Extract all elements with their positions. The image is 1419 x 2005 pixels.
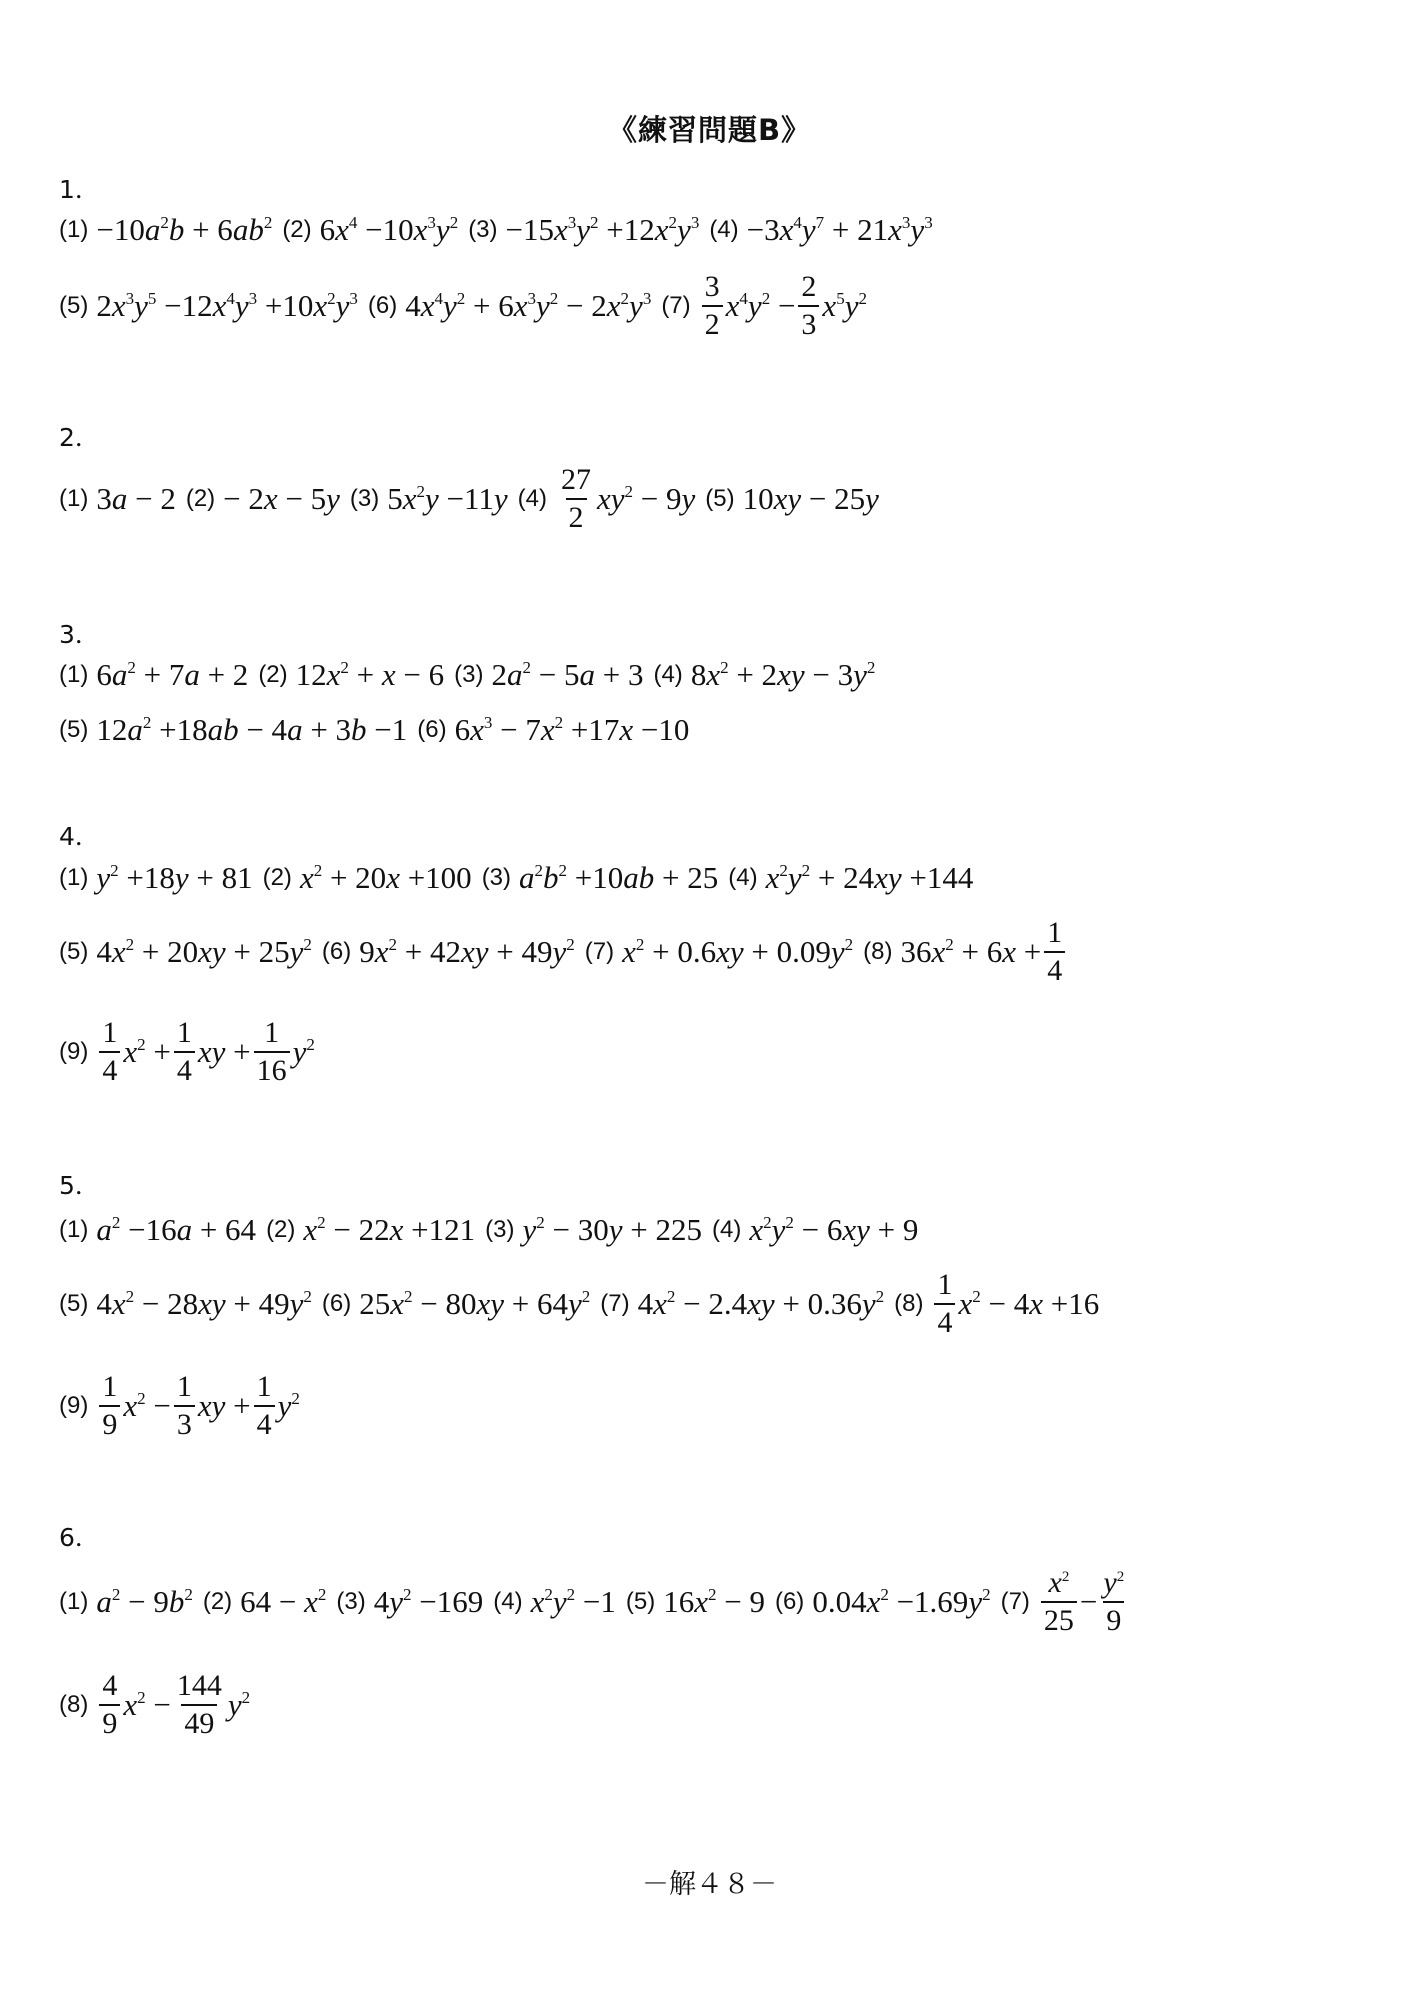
- item-tag: (8): [894, 1290, 924, 1317]
- page-title: 《練習問題B》: [607, 113, 812, 147]
- answer-5-6: $25x^2 - 80xy + 64y^2$: [359, 1286, 591, 1321]
- answer-6-5: $16x^2 - 9$: [663, 1584, 765, 1619]
- answer-5-4: $x^2y^2 - 6xy + 9$: [749, 1212, 919, 1247]
- section-1-line-1: [59, 212, 933, 248]
- fraction: $\frac{1}{9}$: [99, 1372, 120, 1440]
- section-3-line-1: [59, 657, 875, 693]
- section-6-line-1: (1) $a^2 - 9b^2$ (2) $64 - x^2$ (3) $4y^2 -169$ (4) $x^2y^2 -1$ (5) $16x^2 - 9$ (6) $0.04x^2 -1.69y^2$ (7) $\frac{x^2}{25}$ − $\frac{y^2}{9}$: [59, 1568, 1130, 1636]
- section-4-line-3: (9) $\frac{1}{4}$ $x^2$ + $\frac{1}{4}$ xy + $\frac{1}{16}$ $y^2$: [59, 1016, 315, 1087]
- item-tag: (4): [517, 485, 547, 512]
- item-tag: (4): [728, 864, 758, 891]
- item-tag: (4): [709, 216, 739, 243]
- item-tag: (2): [185, 485, 216, 512]
- item-tag: (3): [454, 661, 484, 688]
- item-tag: (9): [59, 1038, 89, 1065]
- item-tag: (3): [349, 485, 380, 512]
- section-5-line-3: (9) $\frac{1}{9}$ $x^2$ − $\frac{1}{3}$ xy + $\frac{1}{4}$ $y^2$: [59, 1370, 300, 1441]
- page-number: －解４８－: [642, 1869, 777, 1900]
- answer-5-2: $x^2 - 22x +121$: [303, 1212, 476, 1247]
- item-tag: (1): [59, 1588, 89, 1615]
- section-1-line-2: (5) $2x^3y^5 -12x^4y^3 +10x^2y^3$ (6) $4x^4y^2 + 6x^3y^2 - 2x^2y^3$ (7) $\frac{3}{2}$ $x^4y^2$ − $\frac{2}{3}$ $x^5y^2$: [59, 270, 867, 341]
- answer-2-5: 10xy − 25y: [742, 481, 879, 516]
- item-tag: (6): [367, 292, 398, 319]
- item-tag: (4): [493, 1588, 523, 1615]
- section-4-line-2: (5) $4x^2 + 20xy + 25y^2$ (6) $9x^2 + 42xy + 49y^2$ (7) $x^2 + 0.6xy + 0.09y^2$ (8) $36x^2 + 6x$ + $\frac{1}{4}$: [59, 918, 1068, 986]
- answer-3-5: $12a^2 +18ab - 4a + 3b -1$: [96, 712, 408, 747]
- answer-5-3: $y^2 - 30y + 225$: [522, 1212, 702, 1247]
- item-tag: (2): [262, 864, 292, 891]
- item-tag: (5): [59, 716, 89, 743]
- item-tag: (2): [266, 1216, 296, 1243]
- answer-2-3: $5x^2y -11y$: [387, 481, 508, 516]
- item-tag: (7): [1000, 1588, 1030, 1615]
- answer-5-5: $4x^2 - 28xy + 49y^2$: [96, 1286, 312, 1321]
- item-tag: (7): [661, 292, 691, 319]
- item-tag: (6): [321, 1290, 352, 1317]
- answer-3-4: $8x^2 + 2xy - 3y^2$: [690, 657, 876, 692]
- fraction: $\frac{27}{2}$: [561, 463, 591, 534]
- section-3-label: 3．: [59, 620, 100, 649]
- item-tag: (1): [59, 864, 89, 891]
- fraction: $\frac{3}{2}$: [702, 272, 723, 340]
- item-tag: (3): [468, 216, 498, 243]
- item-tag: (3): [336, 1588, 366, 1615]
- answer-1-6: $4x^4y^2 + 6x^3y^2 - 2x^2y^3$: [405, 288, 652, 323]
- section-3-line-2: [59, 712, 689, 748]
- answer-2-2: − 2x − 5y: [223, 481, 340, 516]
- item-tag: (1): [59, 661, 89, 688]
- item-tag: (4): [653, 661, 683, 688]
- item-tag: (5): [59, 1290, 89, 1317]
- section-4-line-1: [59, 860, 973, 896]
- fraction: $\frac{x^2}{25}$: [1041, 1568, 1077, 1636]
- section-2-line-1: (1) 3a − 2 (2) − 2x − 5y (3) $5x^2y -11y$ (4) $\frac{27}{2}$ $xy^2 - 9y$ (5) 10xy − 25y: [59, 463, 879, 534]
- item-tag: (4): [712, 1216, 742, 1243]
- item-tag: (7): [584, 938, 615, 965]
- section-5-line-1: [59, 1212, 918, 1248]
- answer-1-1: $-10a^2b + 6ab^2$: [96, 212, 273, 247]
- item-tag: (5): [59, 292, 89, 319]
- answer-5-1: $a^2 -16a + 64$: [96, 1212, 257, 1247]
- answer-3-6: $6x^3 - 7x^2 +17x -10$: [454, 712, 690, 747]
- item-tag: (8): [59, 1691, 89, 1718]
- item-tag: (5): [705, 485, 735, 512]
- answer-3-2: $12x^2 + x - 6$: [295, 657, 445, 692]
- item-tag: (2): [282, 216, 312, 243]
- item-tag: (5): [59, 938, 89, 965]
- fraction: $\frac{1}{3}$: [174, 1372, 195, 1440]
- answer-3-3: $2a^2 - 5a + 3$: [491, 657, 644, 692]
- fraction: $\frac{y^2}{9}$: [1103, 1566, 1125, 1637]
- item-tag: (6): [417, 716, 447, 743]
- answer-1-5: $2x^3y^5 -12x^4y^3 +10x^2y^3$: [96, 288, 358, 323]
- section-6-line-2: (8) $\frac{4}{9}$ $x^2$ − $\frac{144}{49}$ $y^2$: [59, 1669, 251, 1740]
- fraction: $\frac{2}{3}$: [798, 272, 819, 340]
- item-tag: (7): [600, 1290, 630, 1317]
- answer-6-4: $x^2y^2 -1$: [530, 1584, 616, 1619]
- fraction: $\frac{1}{4}$: [1044, 918, 1065, 986]
- answer-4-1: $y^2 +18y + 81$: [96, 860, 253, 895]
- answer-1-3: $-15x^3y^2 +12x^2y^3$: [505, 212, 700, 247]
- section-5-label: 5．: [59, 1171, 100, 1200]
- answer-6-3: $4y^2 -169$: [373, 1584, 484, 1619]
- item-tag: (6): [774, 1588, 805, 1615]
- section-5-line-2: (5) $4x^2 - 28xy + 49y^2$ (6) $25x^2 - 80xy + 64y^2$ (7) $4x^2 - 2.4xy + 0.36y^2$ (8) $\frac{1}{4}$ $x^2 - 4x +16$: [59, 1268, 1100, 1339]
- item-tag: (3): [481, 864, 512, 891]
- item-tag: (5): [625, 1588, 656, 1615]
- section-2-label: 2．: [59, 423, 100, 452]
- answer-2-1: 3a − 2: [96, 481, 176, 516]
- item-tag: (1): [59, 485, 89, 512]
- fraction: $\frac{1}{4}$: [99, 1018, 120, 1086]
- item-tag: (2): [258, 661, 288, 688]
- section-4-label: 4．: [59, 822, 100, 851]
- fraction: $\frac{1}{4}$: [254, 1372, 275, 1440]
- answer-6-2: $64 - x^2$: [240, 1584, 327, 1619]
- item-tag: (6): [321, 938, 352, 965]
- answer-4-4: $x^2y^2 + 24xy +144$: [765, 860, 974, 895]
- fraction: $\frac{4}{9}$: [99, 1671, 120, 1739]
- item-tag: (1): [59, 1216, 89, 1243]
- section-6-label: 6．: [59, 1523, 100, 1552]
- answer-4-6: $9x^2 + 42xy + 49y^2$: [359, 934, 575, 969]
- answer-4-5: $4x^2 + 20xy + 25y^2$: [96, 934, 312, 969]
- answer-6-1: $a^2 - 9b^2$: [96, 1584, 193, 1619]
- answer-3-1: $6a^2 + 7a + 2$: [96, 657, 249, 692]
- answer-1-2: $6x^4 -10x^3y^2$: [319, 212, 459, 247]
- section-1-label: 1．: [59, 175, 100, 204]
- answer-1-4: $-3x^4y^7 + 21x^3y^3$: [746, 212, 933, 247]
- fraction: $\frac{1}{4}$: [934, 1270, 955, 1338]
- item-tag: (9): [59, 1392, 89, 1419]
- item-tag: (1): [59, 216, 89, 243]
- item-tag: (3): [485, 1216, 515, 1243]
- answer-4-2: $x^2 + 20x +100$: [299, 860, 472, 895]
- item-tag: (8): [863, 938, 893, 965]
- answer-4-7: $x^2 + 0.6xy + 0.09y^2$: [622, 934, 854, 969]
- fraction: $\frac{1}{4}$: [174, 1018, 195, 1086]
- answer-4-3: $a^2b^2 +10ab + 25$: [519, 860, 719, 895]
- answer-6-6: $0.04x^2 -1.69y^2$: [812, 1584, 991, 1619]
- item-tag: (2): [202, 1588, 233, 1615]
- fraction: $\frac{144}{49}$: [176, 1669, 222, 1740]
- fraction: $\frac{1}{16}$: [254, 1018, 290, 1086]
- answer-5-7: $4x^2 - 2.4xy + 0.36y^2$: [637, 1286, 885, 1321]
